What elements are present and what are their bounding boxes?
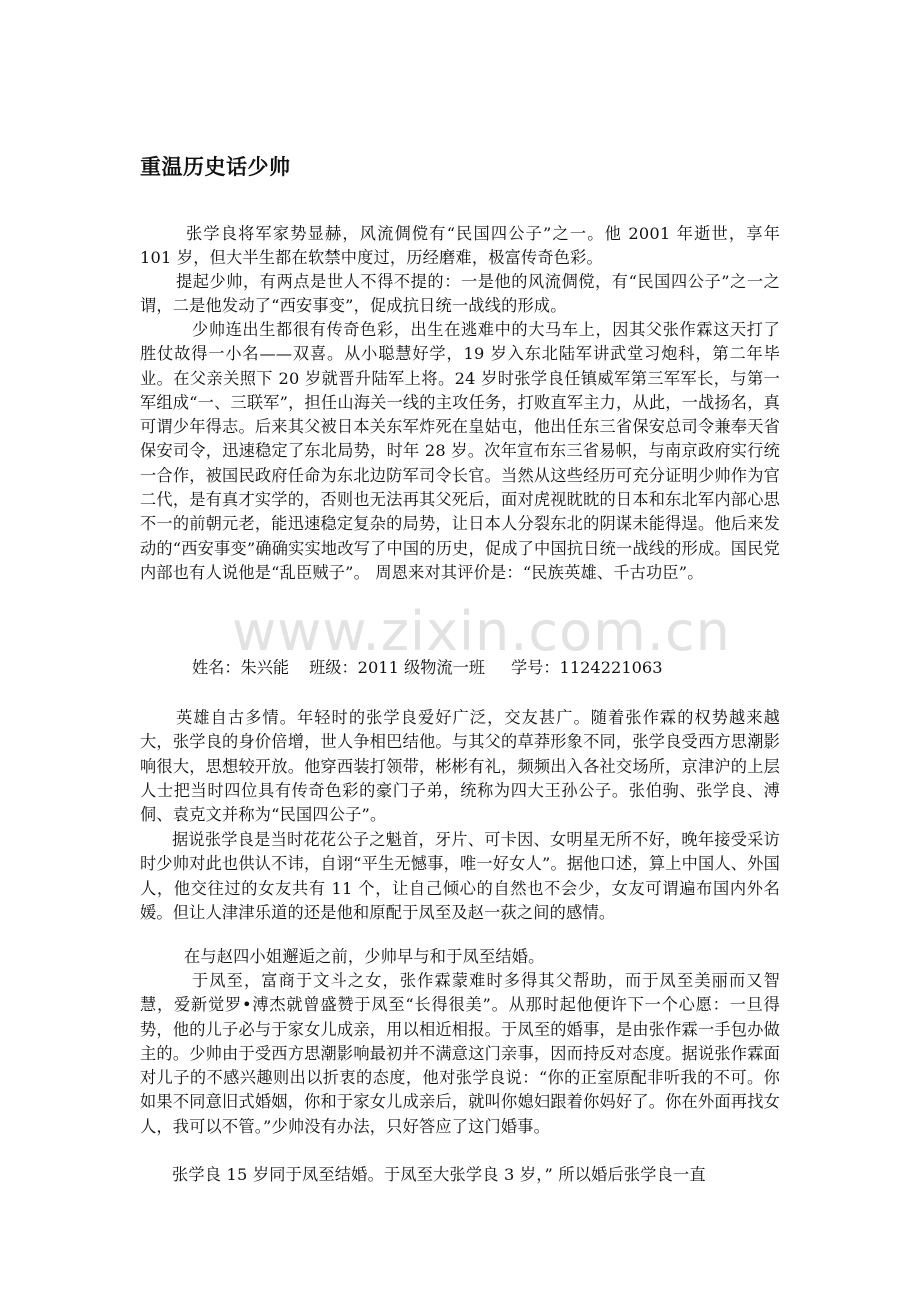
student-info-line [192,656,663,680]
paragraph-yu-fengzhi: 于凤至，富商于文斗之女，张作霖蒙难时多得其父帮助，而于凤至美丽而又智慧，爱新觉罗•溥杰就曾盛赞于凤至“长得很美”。从那时起他便许下一个心愿：一旦得势，他的儿子必与于家女儿成亲，用以相近相报。于凤至的婚事，是由张作霖一手包办做主的。少帅由于受西方思潮影响最初并不满意这门亲事，因而持反对态度。据说张作霖面对儿子的不感兴趣则出以折衷的态度，他对张学良说：“你的正室原配非听我的不可。你如果不同意旧式婚姻，你和于家女儿成亲后，就叫你媳妇跟着你妈好了。你在外面再找女人，我可以不管。”少帅没有办法，只好答应了这门婚事。 [140,971,780,1136]
student-class: 班级：2011 级物流一班 [309,658,485,677]
paragraph-intro: 张学良将军家势显赫，风流倜傥有“民国四公子”之一。他 2001 年逝世，享年 101 岁，但大半生都在软禁中度过，历经磨难，极富传奇色彩。 [140,224,780,268]
watermark-text: www.zixin.com.cn [232,600,731,663]
student-name: 姓名：朱兴能 [192,658,290,677]
paragraph-two-points: 提起少帅，有两点是世人不得不提的：一是他的风流倜傥，有“民国四公子”之一之谓，二是他发动了“西安事变”，促成抗日统一战线的形成。 [140,272,780,316]
paragraph-marriage-intro: 在与赵四小姐邂逅之前，少帅早与和于凤至结婚。 [184,947,545,966]
paragraph-biography: 少帅连出生都很有传奇色彩，出生在逃难中的大马车上，因其父张作霖这天打了胜仗故得一小名——双喜。从小聪慧好学，19 岁入东北陆军讲武堂习炮科，第二年毕业。在父亲关照下 20 岁就晋升陆军上将。24 岁时张学良任镇威军第三军军长，与第一军组成“一、三联军”，担任山海关一线的主攻任务，打败直军主力，从此，一战扬名，真可谓少年得志。后来其父被日本关东军炸死在皇姑屯，他出任东三省保安总司令兼奉天省保安司令，迅速稳定了东北局势，时年 28 岁。次年宣布东三省易帜，与南京政府实行统一合作，被国民政府任命为东北边防军司令长官。当然从这些经历可充分证明少帅作为官二代，是有真才实学的，否则也无法再其父死后，面对虎视眈眈的日本和东北军内部心思不一的前朝元老，能迅速稳定复杂的局势，让日本人分裂东北的阴谋未能得逞。他后来发动的“西安事变”确确实实地改写了中国的历史，促成了中国抗日统一战线的形成。国民党内部也有人说他是“乱臣贼子”。 周恩来对其评价是：“民族英雄、千古功臣”。 [140,320,780,582]
student-id: 学号：1124221063 [510,658,663,677]
paragraph-wedding: 张学良 15 岁同于凤至结婚。于凤至大张学良 3 岁，” 所以婚后张学良一直 [172,1165,706,1184]
paragraph-romance: 英雄自古多情。年轻时的张学良爱好广泛，交友甚广。随着张作霖的权势越来越大，张学良的身价倍增，世人争相巴结他。与其父的草莽形象不同，张学良受西方思潮影响很大，思想较开放。他穿西装打领带，彬彬有礼，频频出入各社交场所，京津沪的上层人士把当时四位具有传奇色彩的豪门子弟，统称为四大王孙公子。张伯驹、张学良、溥侗、袁克文并称为“民国四公子”。 [140,708,780,825]
paragraph-playboy: 据说张学良是当时花花公子之魁首，牙片、可卡因、女明星无所不好，晚年接受采访时少帅对此也供认不讳，自诩“平生无憾事，唯一好女人”。据他口述，算上中国人、外国人，他交往过的女友共有 11 个，让自己倾心的自然也不会少，女友可谓遍布国内外名媛。但让人津津乐道的还是他和原配于凤至及赵一荻之间的感情。 [140,830,780,922]
document-title: 重温历史话少帅 [140,155,291,179]
